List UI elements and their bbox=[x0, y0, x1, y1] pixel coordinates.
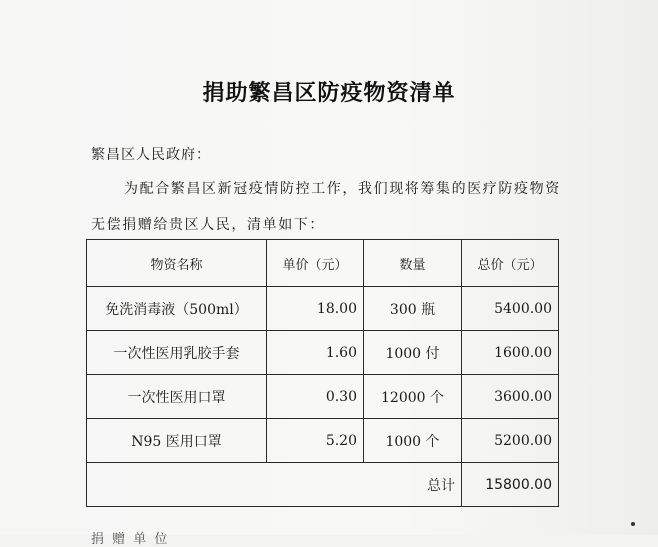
header-quantity: 数量 bbox=[364, 240, 462, 287]
cell-total-price: 3600.00 bbox=[462, 375, 559, 419]
table-row bbox=[87, 287, 559, 331]
document-title: 捐助繁昌区防疫物资清单 bbox=[202, 81, 456, 106]
cell-unit-price: 0.30 bbox=[267, 375, 364, 419]
salutation: 繁昌区人民政府： bbox=[91, 147, 211, 163]
table-total-row bbox=[87, 463, 559, 507]
cell-total-price: 5200.00 bbox=[462, 419, 559, 463]
cell-total-price: 5400.00 bbox=[462, 287, 559, 331]
header-total-price: 总价（元） bbox=[462, 240, 559, 287]
supplies-table bbox=[86, 239, 559, 507]
body-paragraph-line-1: 为配合繁昌区新冠疫情防控工作，我们现将筹集的医疗防疫物资 bbox=[124, 181, 561, 197]
cell-item-name: 一次性医用乳胶手套 bbox=[87, 331, 267, 375]
header-unit-price: 单价（元） bbox=[267, 240, 364, 287]
cell-total-price: 1600.00 bbox=[462, 331, 559, 375]
table-row bbox=[87, 375, 559, 419]
cell-quantity: 1000 个 bbox=[364, 419, 462, 463]
table-row bbox=[87, 331, 559, 375]
cell-item-name: N95 医用口罩 bbox=[87, 419, 267, 463]
cell-unit-price: 1.60 bbox=[267, 331, 364, 375]
cell-unit-price: 5.20 bbox=[267, 419, 364, 463]
cell-item-name: 一次性医用口罩 bbox=[87, 375, 267, 419]
total-value: 15800.00 bbox=[462, 463, 559, 507]
header-item-name: 物资名称 bbox=[87, 240, 267, 287]
cell-unit-price: 18.00 bbox=[267, 287, 364, 331]
cell-item-name: 免洗消毒液（500ml） bbox=[87, 287, 267, 331]
body-paragraph-line-2: 无偿捐赠给贵区人民，清单如下： bbox=[91, 217, 325, 233]
cell-quantity: 12000 个 bbox=[364, 375, 462, 419]
cell-quantity: 1000 付 bbox=[364, 331, 462, 375]
cell-quantity: 300 瓶 bbox=[364, 287, 462, 331]
cutoff-text: 捐 赠 单 位 bbox=[91, 532, 170, 547]
table-header-row bbox=[87, 240, 559, 287]
scan-speck bbox=[631, 522, 635, 526]
total-label: 总计 bbox=[87, 463, 462, 507]
table-row bbox=[87, 419, 559, 463]
